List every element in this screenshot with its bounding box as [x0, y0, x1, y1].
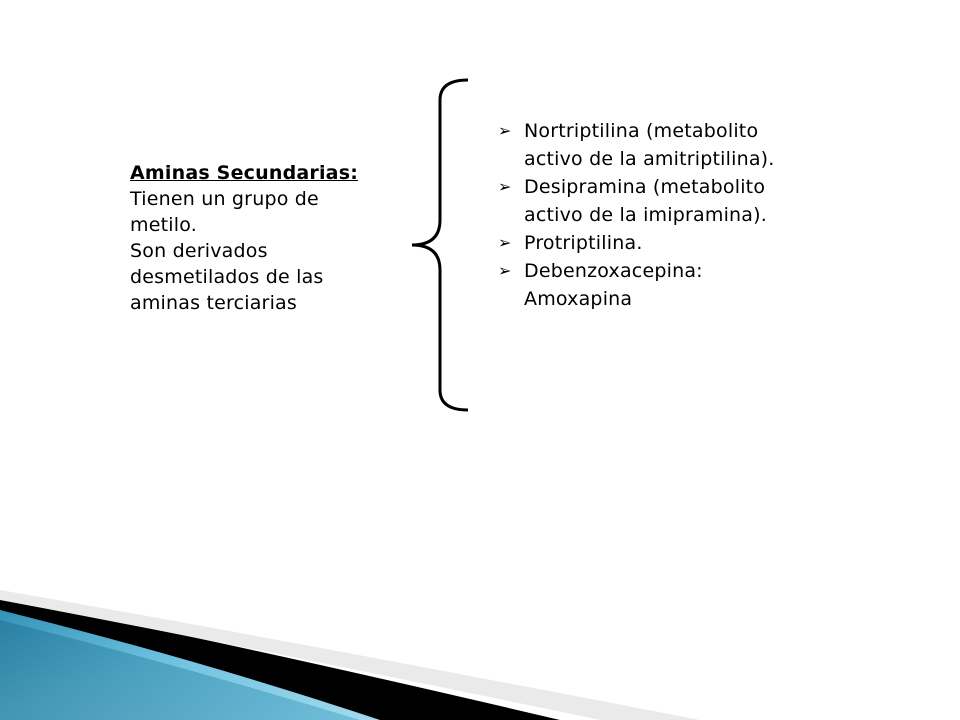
arrow-bullet-icon: ➢: [498, 233, 512, 252]
description-line: Tienen un grupo de: [130, 188, 319, 210]
list-item: [498, 229, 798, 257]
arrow-bullet-icon: ➢: [498, 121, 512, 140]
list-item-text: Debenzoxacepina: Amoxapina: [524, 260, 703, 310]
list-item-text: Protriptilina.: [524, 232, 643, 254]
list-item: [498, 117, 798, 173]
drug-list: [498, 117, 798, 313]
decorative-wave-footer: [0, 580, 960, 720]
arrow-bullet-icon: ➢: [498, 261, 512, 280]
list-item: [498, 173, 798, 229]
list-item: [498, 257, 798, 313]
description-line: desmetilados de las: [130, 266, 324, 288]
arrow-bullet-icon: ➢: [498, 177, 512, 196]
description-line: metilo.: [130, 214, 197, 236]
description-line: Son derivados: [130, 240, 268, 262]
secondary-amines-description: [130, 160, 390, 316]
list-item-text: Desipramina (metabolito activo de la imipramina).: [524, 176, 767, 226]
section-heading: Aminas Secundarias:: [130, 162, 359, 184]
description-line: aminas terciarias: [130, 292, 297, 314]
list-item-text: Nortriptilina (metabolito activo de la amitriptilina).: [524, 120, 775, 170]
curly-brace: [400, 70, 480, 420]
